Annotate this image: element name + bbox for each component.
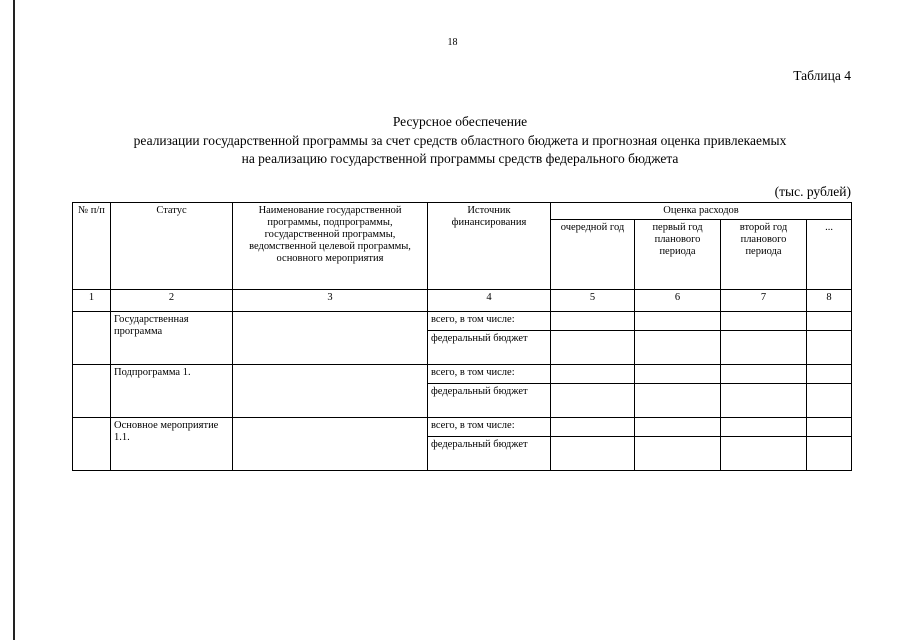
- cell-value: [635, 437, 721, 471]
- header-source: Источник финансирования: [428, 203, 551, 290]
- cell-value: [721, 437, 807, 471]
- cell-value: [551, 331, 635, 365]
- cell-value: [721, 312, 807, 331]
- cell-status: Подпрограмма 1.: [111, 365, 233, 418]
- cell-status: Государственная программа: [111, 312, 233, 365]
- title-line-3: на реализацию государственной программы средств федерального бюджета: [241, 151, 679, 166]
- cell-value: [807, 437, 852, 471]
- cell-value: [551, 418, 635, 437]
- cell-value: [721, 418, 807, 437]
- cell-value: [635, 312, 721, 331]
- table-row: [73, 418, 852, 437]
- page-number: 18: [447, 37, 458, 48]
- cell-value: [807, 312, 852, 331]
- cell-value: [551, 437, 635, 471]
- cell-value: [635, 384, 721, 418]
- header-year-first: первый год планового периода: [635, 220, 721, 290]
- column-number: 3: [233, 290, 428, 312]
- column-number: 4: [428, 290, 551, 312]
- cell-name: [233, 365, 428, 418]
- column-number: 7: [721, 290, 807, 312]
- cell-num: [73, 418, 111, 471]
- cell-source-federal: федеральный бюджет: [428, 437, 551, 471]
- header-estimate: Оценка расходов: [551, 203, 852, 220]
- cell-value: [721, 331, 807, 365]
- cell-value: [807, 331, 852, 365]
- cell-name: [233, 312, 428, 365]
- column-number: 5: [551, 290, 635, 312]
- title-line-2: реализации государственной программы за счет средств областного бюджета и прогнозная оценка привлекаемых: [133, 133, 787, 148]
- header-name: Наименование государственной программы, подпрограммы, государственной программы, ведомственной целевой программы, основного мероприятия: [233, 203, 428, 290]
- resource-table: [72, 202, 852, 471]
- header-num: № п/п: [73, 203, 111, 290]
- cell-source-federal: федеральный бюджет: [428, 384, 551, 418]
- header-year-current: очередной год: [551, 220, 635, 290]
- column-number: 1: [73, 290, 111, 312]
- cell-value: [721, 384, 807, 418]
- cell-source-total: всего, в том числе:: [428, 418, 551, 437]
- table-header-row-1: [73, 203, 852, 220]
- cell-num: [73, 365, 111, 418]
- cell-value: [635, 365, 721, 384]
- cell-value: [807, 418, 852, 437]
- cell-value: [807, 365, 852, 384]
- table-label: Таблица 4: [793, 68, 851, 83]
- column-number-row: [73, 290, 852, 312]
- header-year-second: второй год планового периода: [721, 220, 807, 290]
- cell-value: [807, 384, 852, 418]
- table-row: [73, 365, 852, 384]
- header-status: Статус: [111, 203, 233, 290]
- cell-status: Основное мероприятие 1.1.: [111, 418, 233, 471]
- cell-name: [233, 418, 428, 471]
- cell-value: [721, 365, 807, 384]
- header-more: ...: [807, 220, 852, 290]
- cell-value: [551, 384, 635, 418]
- title-line-1: Ресурсное обеспечение: [392, 114, 528, 129]
- cell-num: [73, 312, 111, 365]
- cell-source-total: всего, в том числе:: [428, 312, 551, 331]
- column-number: 6: [635, 290, 721, 312]
- cell-source-total: всего, в том числе:: [428, 365, 551, 384]
- column-number: 2: [111, 290, 233, 312]
- cell-source-federal: федеральный бюджет: [428, 331, 551, 365]
- table-row: [73, 312, 852, 331]
- cell-value: [635, 418, 721, 437]
- column-number: 8: [807, 290, 852, 312]
- cell-value: [551, 312, 635, 331]
- binding-edge-line: [13, 0, 15, 640]
- cell-value: [635, 331, 721, 365]
- units-label: (тыс. рублей): [774, 184, 851, 199]
- cell-value: [551, 365, 635, 384]
